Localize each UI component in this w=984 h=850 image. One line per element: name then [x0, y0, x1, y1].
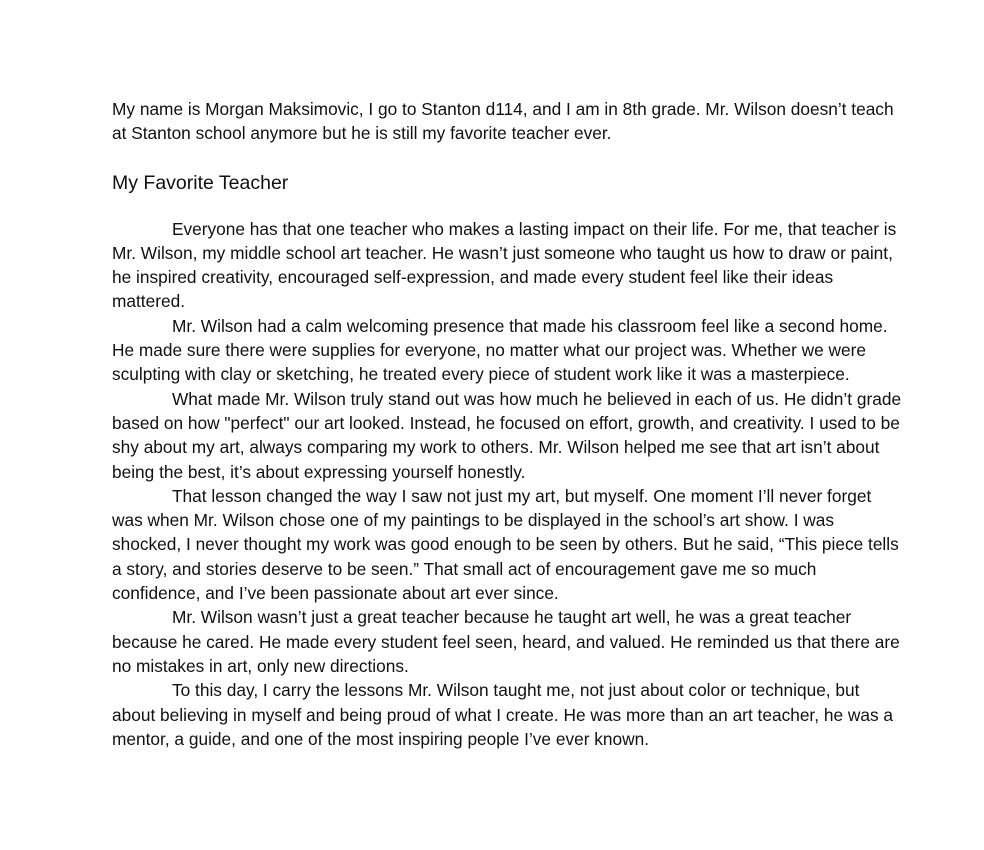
essay-paragraph: Mr. Wilson wasn’t just a great teacher because he taught art well, he was a great teacher because he cared. He made every student feel seen, heard, and valued. He reminded us that there are no mistakes in art, only new directions.: [112, 607, 900, 676]
essay-body: [112, 217, 902, 752]
essay-paragraph: Everyone has that one teacher who makes a lasting impact on their life. For me, that teacher is Mr. Wilson, my middle school art teacher. He wasn’t just someone who taught us how to draw or paint, he inspired creativity, encouraged self-expression, and made every student feel like their ideas mattered.: [112, 218, 897, 312]
document-title: My Favorite Teacher: [112, 171, 289, 194]
essay-paragraph: To this day, I carry the lessons Mr. Wilson taught me, not just about color or technique, but about believing in myself and being proud of what I create. He was more than an art teacher, he was a mentor, a guide, and one of the most inspiring people I’ve ever known.: [112, 680, 893, 749]
essay-paragraph: Mr. Wilson had a calm welcoming presence that made his classroom feel like a second home. He made sure there were supplies for everyone, no matter what our project was. Whether we were sculpting with clay or sketching, he treated every piece of student work like it was a masterpiece.: [112, 315, 888, 385]
document-page: [112, 97, 902, 751]
intro-text: My name is Morgan Maksimovic, I go to Stanton d114, and I am in 8th grade. Mr. Wilson doesn’t teach at Stanton school anymore but he is still my favorite teacher ever.: [112, 99, 894, 144]
essay-paragraph: That lesson changed the way I saw not just my art, but myself. One moment I’ll never forget was when Mr. Wilson chose one of my paintings to be displayed in the school’s art show. I was shocked, I never thought my work was good enough to be seen by others. But he said, “This piece tells a story, and stories deserve to be seen.” That small act of encouragement gave me so much confidence, and I’ve been passionate about art ever since.: [112, 485, 899, 604]
essay-paragraph: What made Mr. Wilson truly stand out was how much he believed in each of us. He didn’t grade based on how "perfect" our art looked. Instead, he focused on effort, growth, and creativity. I used to be shy about my art, always comparing my work to others. Mr. Wilson helped me see that art isn’t about being the best, it’s about expressing yourself honestly.: [112, 388, 902, 482]
